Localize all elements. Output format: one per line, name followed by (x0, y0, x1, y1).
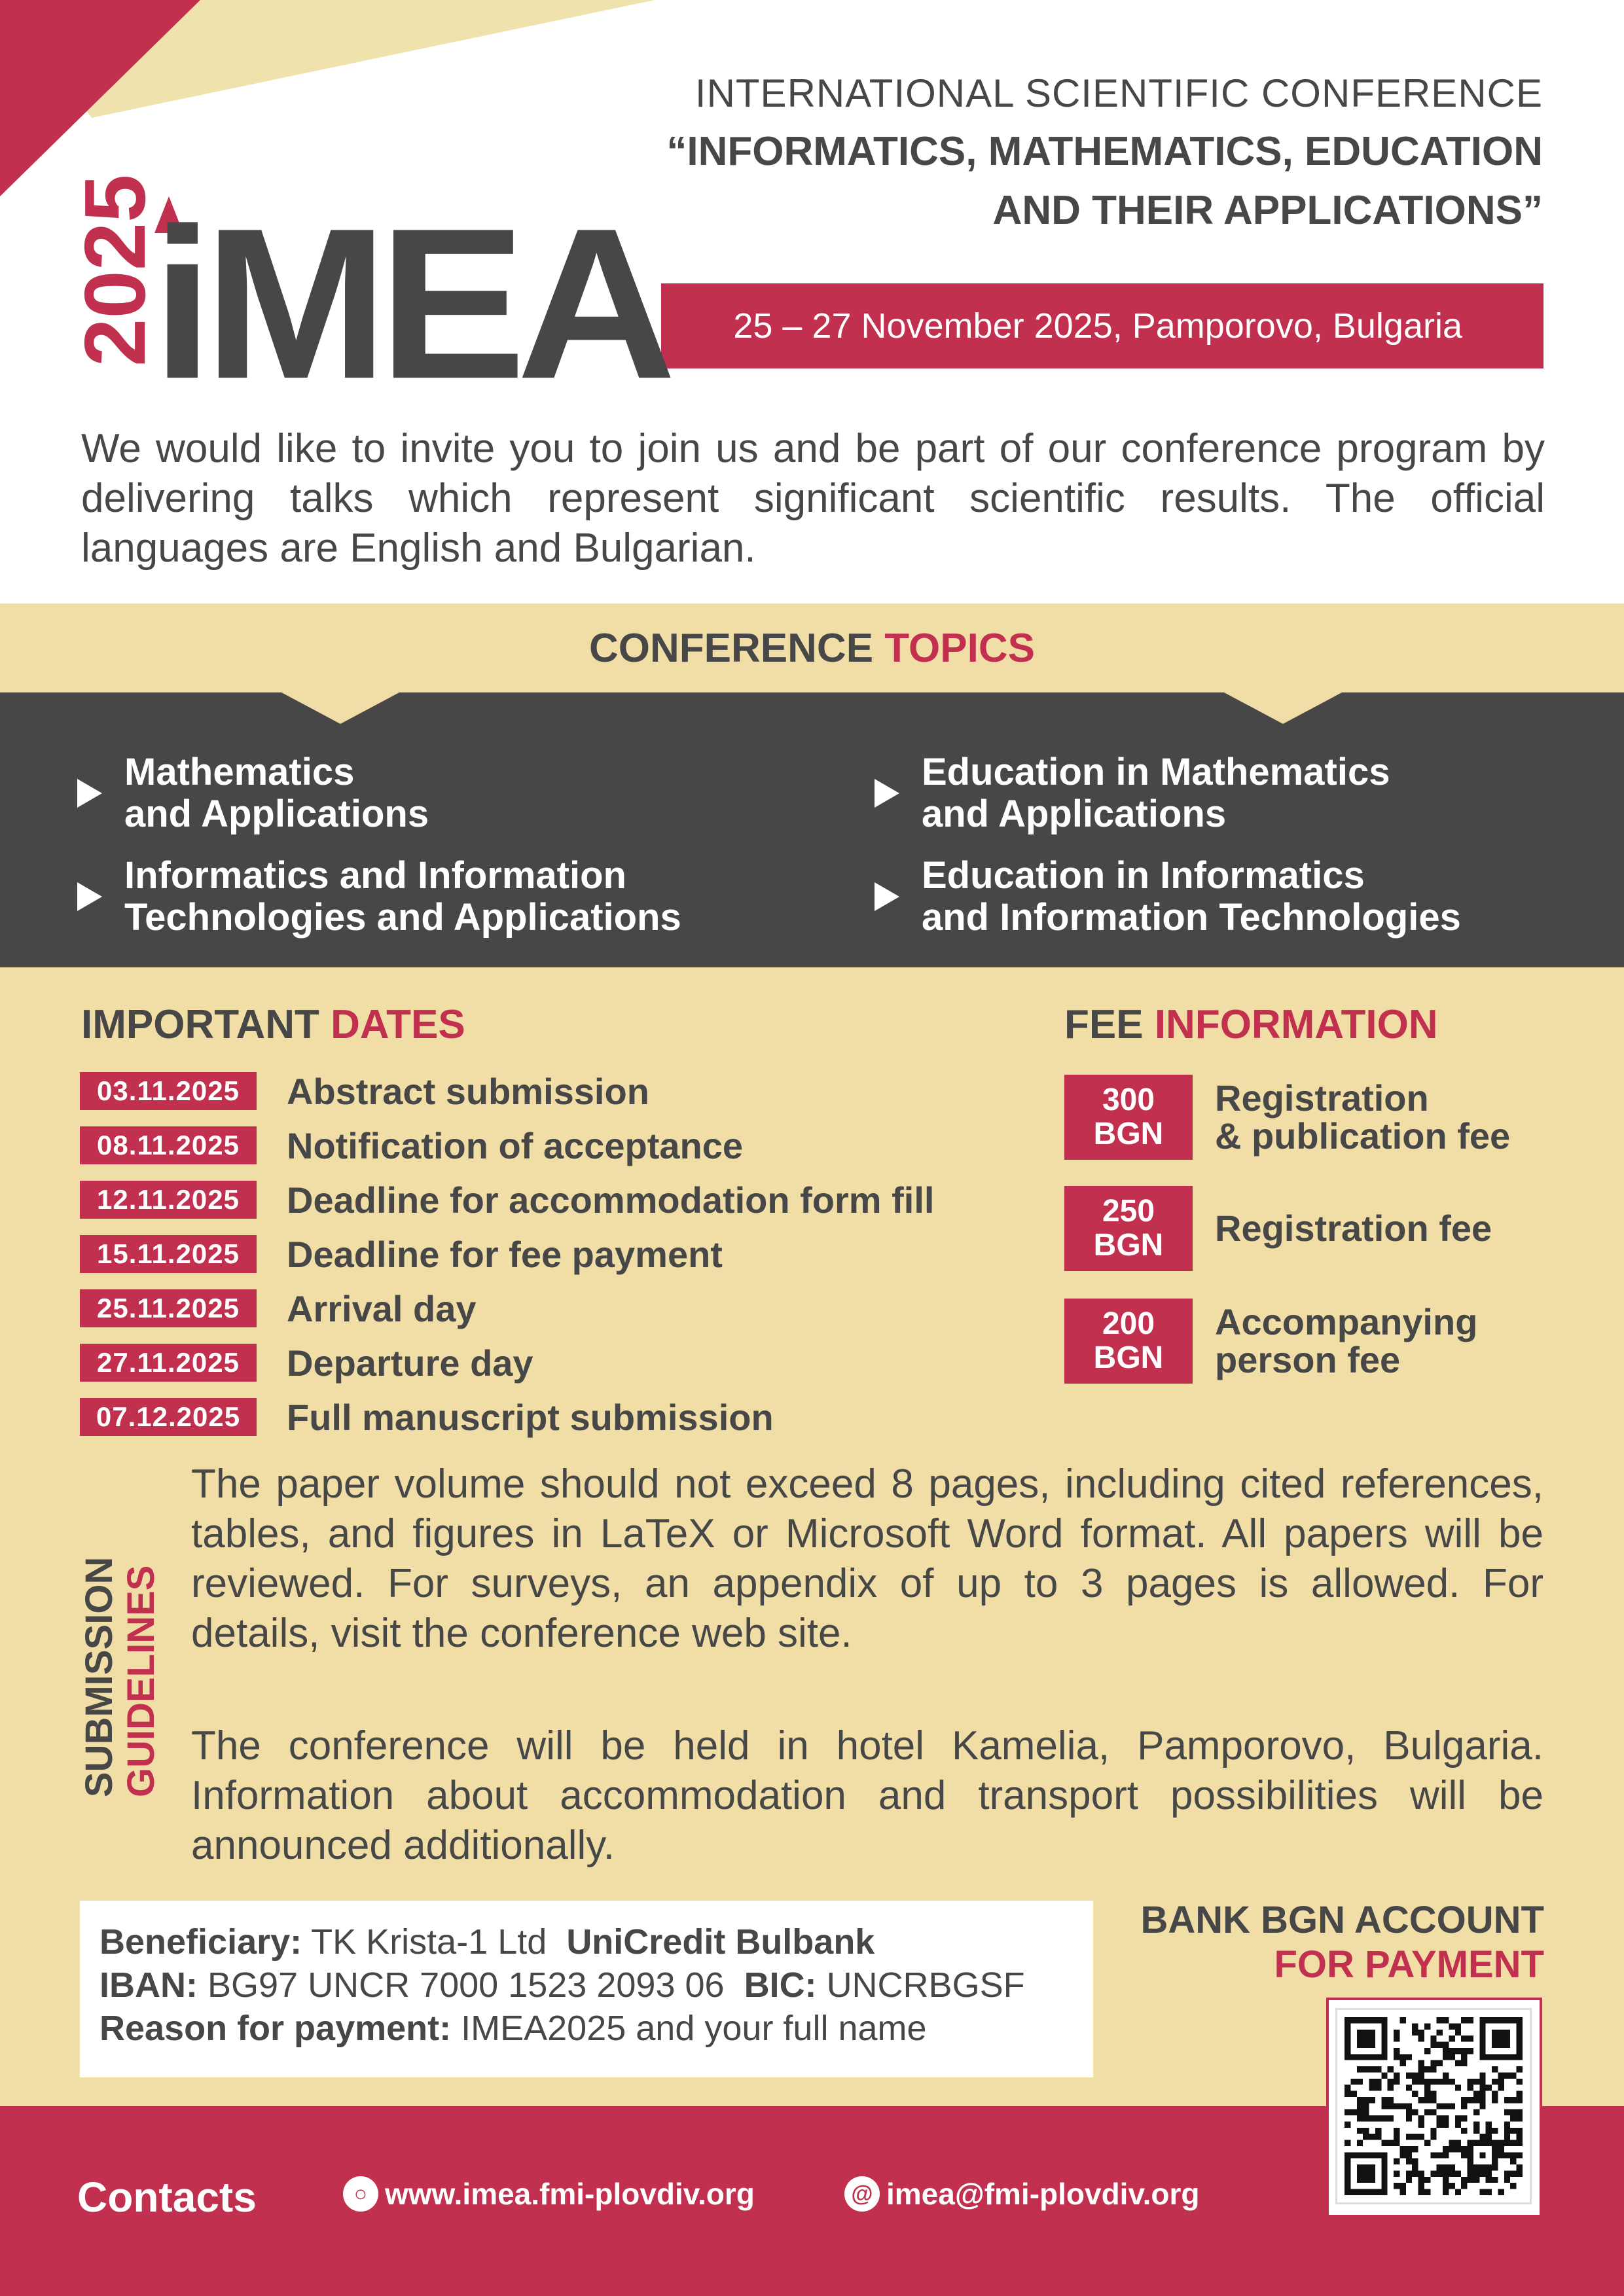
contacts-label: Contacts (77, 2174, 257, 2221)
topic-line: Education in Informatics (922, 854, 1365, 897)
fee-label-line: Registration fee (1215, 1208, 1492, 1249)
fee-heading-b: INFORMATION (1154, 1002, 1438, 1047)
dates-heading (81, 1001, 465, 1048)
topic-line: and Information Technologies (922, 896, 1461, 939)
submission-label-2: GUIDELINES (120, 1565, 162, 1797)
conference-kicker: INTERNATIONAL SCIENTIFIC CONFERENCE (695, 71, 1543, 115)
fee-amount: 200 (1102, 1306, 1155, 1341)
fee-currency: BGN (1093, 1228, 1164, 1263)
logo-year: 2025 (67, 174, 163, 367)
at-sign-icon: @ (844, 2176, 880, 2212)
bic-label: BIC: (744, 1965, 817, 2005)
topics-heading-b: TOPICS (884, 626, 1035, 671)
date-row (80, 1126, 743, 1164)
bank-heading-line-2: FOR PAYMENT (1274, 1943, 1544, 1986)
globe-icon: ○ (343, 2176, 378, 2212)
fee-label (1215, 1303, 1477, 1379)
date-badge: 07.12.2025 (80, 1398, 257, 1436)
website-text[interactable]: www.imea.fmi-plovdiv.org (385, 2177, 755, 2211)
date-badge: 08.11.2025 (80, 1126, 257, 1164)
fee-badge (1064, 1186, 1193, 1271)
date-label: Deadline for accommodation form fill (287, 1179, 935, 1221)
submission-paragraph-2: The conference will be held in hotel Kamelia, Pamporovo, Bulgaria. Information about accommodation and transport possibilities will be announced additionally. (191, 1723, 1543, 1868)
fee-row (1064, 1186, 1492, 1271)
topic-item (77, 751, 429, 835)
date-label: Notification of acceptance (287, 1124, 744, 1166)
fee-label (1215, 1079, 1510, 1155)
topics-heading-a: CONFERENCE (589, 626, 874, 671)
fee-row (1064, 1075, 1510, 1160)
iban-label: IBAN: (99, 1965, 198, 2005)
bank-line-1 (99, 1920, 1074, 1964)
dates-heading-a: IMPORTANT (81, 1002, 319, 1047)
date-row (80, 1289, 477, 1327)
fee-label (1215, 1210, 1492, 1247)
fee-row (1064, 1299, 1477, 1384)
email-text[interactable]: imea@fmi-plovdiv.org (886, 2177, 1200, 2211)
fee-heading-a: FEE (1064, 1002, 1144, 1047)
beneficiary-label: Beneficiary: (99, 1922, 302, 1962)
fee-amount: 250 (1102, 1194, 1155, 1229)
fee-heading (1064, 1001, 1438, 1048)
triangle-bullet-icon (77, 779, 102, 808)
date-row (80, 1235, 723, 1273)
bank-line-3 (99, 2007, 1074, 2050)
topic-line: Technologies and Applications (124, 896, 681, 939)
triangle-bullet-icon (77, 882, 102, 911)
fee-currency: BGN (1093, 1340, 1164, 1375)
reason-label: Reason for payment: (99, 2009, 452, 2048)
date-place-band (661, 283, 1543, 368)
date-badge: 25.11.2025 (80, 1289, 257, 1327)
topic-line: Education in Mathematics (922, 751, 1390, 793)
date-row (80, 1072, 649, 1110)
email-link[interactable] (844, 2176, 1200, 2212)
date-row (80, 1398, 774, 1436)
date-badge: 03.11.2025 (80, 1072, 257, 1110)
topic-line: Mathematics (124, 751, 355, 793)
fee-currency: BGN (1093, 1117, 1164, 1151)
fee-badge (1064, 1075, 1193, 1160)
bank-heading-line-1: BANK BGN ACCOUNT (1140, 1899, 1544, 1941)
dates-heading-b: DATES (331, 1002, 465, 1047)
topic-item (77, 855, 681, 939)
topic-item (875, 751, 1390, 835)
topic-item (875, 855, 1461, 939)
triangle-bullet-icon (875, 882, 899, 911)
website-link[interactable] (343, 2176, 755, 2212)
submission-paragraph-1: The paper volume should not exceed 8 pages, including cited references, tables, and figures in LaTeX or Microsoft Word format. All papers will be reviewed. For surveys, an appendix of up to 3 pages is allowed. For details, visit the conference web site. (191, 1462, 1543, 1656)
topic-line: and Applications (124, 793, 429, 835)
logo-wordmark: iMEA (152, 183, 667, 423)
date-badge: 12.11.2025 (80, 1181, 257, 1219)
date-label: Departure day (287, 1342, 533, 1384)
fee-label-line: person fee (1215, 1339, 1401, 1380)
iban-value: BG97 UNCR 7000 1523 2093 06 (208, 1965, 725, 2005)
corner-decoration (0, 0, 655, 196)
date-row (80, 1344, 533, 1382)
topic-line: and Applications (922, 793, 1227, 835)
qr-code-icon[interactable] (1344, 2017, 1523, 2195)
topics-heading (0, 625, 1624, 672)
submission-guidelines-label (79, 1557, 162, 1797)
fee-label-line: Registration (1215, 1077, 1429, 1119)
topic-line: Informatics and Information (124, 854, 626, 897)
fee-amount: 300 (1102, 1083, 1155, 1117)
bank-line-2 (99, 1964, 1074, 2007)
reason-value: IMEA2025 and your full name (461, 2009, 927, 2048)
fee-badge (1064, 1299, 1193, 1384)
fee-label-line: Accompanying (1215, 1301, 1478, 1342)
triangle-bullet-icon (875, 779, 899, 808)
date-place-text: 25 – 27 November 2025, Pamporovo, Bulgaria (733, 306, 1462, 346)
date-badge: 15.11.2025 (80, 1235, 257, 1273)
beneficiary-value: TK Krista-1 Ltd (311, 1922, 547, 1962)
submission-label-1: SUBMISSION (78, 1556, 120, 1797)
date-label: Abstract submission (287, 1070, 649, 1112)
bank-name: UniCredit Bulbank (566, 1922, 875, 1962)
fee-label-line: & publication fee (1215, 1115, 1511, 1157)
conference-title-line-1: “INFORMATICS, MATHEMATICS, EDUCATION (666, 129, 1543, 174)
bank-details-box (80, 1901, 1093, 2077)
bank-account-heading (1141, 1898, 1544, 1987)
conference-title-line-2: AND THEIR APPLICATIONS” (992, 188, 1543, 233)
date-label: Deadline for fee payment (287, 1233, 723, 1275)
date-label: Arrival day (287, 1287, 477, 1329)
bic-value: UNCRBGSF (826, 1965, 1025, 2005)
date-row (80, 1181, 934, 1219)
invitation-text: We would like to invite you to join us and be part of our conference program by delivering talks which represent significant scientific results. The official languages are English and Bulgarian. (81, 426, 1545, 571)
date-badge: 27.11.2025 (80, 1344, 257, 1382)
date-label: Full manuscript submission (287, 1396, 774, 1438)
